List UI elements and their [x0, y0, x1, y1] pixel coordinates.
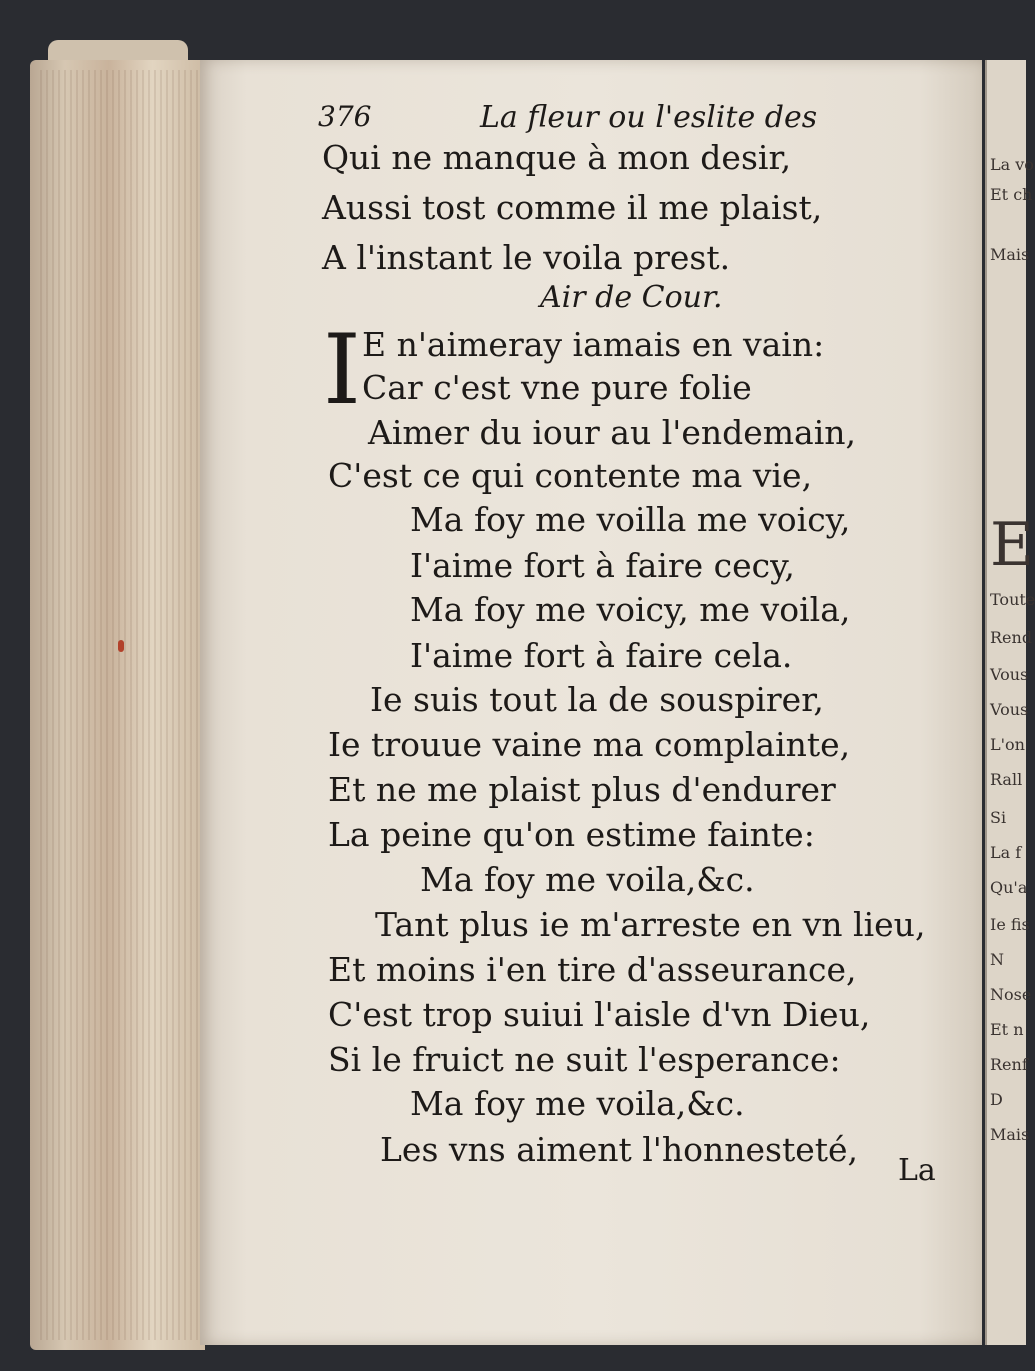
verse-line: C'est ce qui contente ma vie, [328, 456, 813, 495]
next-page-text: La f [990, 843, 1022, 862]
next-page-text: N [990, 950, 1004, 969]
right-page-fragment [985, 60, 1035, 1345]
red-speck [118, 640, 124, 652]
next-page-text: Mais [990, 245, 1030, 264]
verse-line: Ma foy me voila,&c. [410, 1084, 745, 1123]
next-page-text: Vous [990, 700, 1029, 719]
verse-line: A l'instant le voila prest. [322, 238, 731, 277]
next-page-text: Qu'a [990, 878, 1028, 897]
next-page-text: D [990, 1090, 1003, 1109]
next-page-text: Rall [990, 770, 1023, 789]
verse-line: I'aime fort à faire cela. [410, 636, 793, 675]
verse-line: Ma foy me voicy, me voila, [410, 590, 851, 629]
running-title: La fleur ou l'eslite des [480, 100, 818, 135]
next-page-text: Et ch [990, 185, 1033, 204]
verse-line: Ma foy me voila,&c. [420, 860, 755, 899]
verse-line: Car c'est vne pure folie [362, 368, 752, 407]
next-page-text: Mais [990, 1125, 1030, 1144]
verse-line: Aussi tost comme il me plaist, [322, 188, 823, 227]
next-page-text: Nose [990, 985, 1032, 1004]
verse-line: E n'aimeray iamais en vain: [362, 325, 825, 364]
next-page-text: Si [990, 808, 1007, 827]
verse-line: Tant plus ie m'arreste en vn lieu, [375, 905, 926, 944]
verse-line: Et ne me plaist plus d'endurer [328, 770, 836, 809]
verse-line: I'aime fort à faire cecy, [410, 546, 795, 585]
next-page-text: L'on [990, 735, 1025, 754]
drop-cap: I [323, 314, 361, 426]
next-page-text: Vous [990, 665, 1029, 684]
verse-line: Ie suis tout la de souspirer, [370, 680, 824, 719]
next-page-text: Ie fis [990, 915, 1030, 934]
next-page-text: Toute [990, 590, 1035, 609]
verse-line: Et moins i'en tire d'asseurance, [328, 950, 857, 989]
next-page-text: Rend [990, 628, 1033, 647]
verse-line: La peine qu'on estime fainte: [328, 815, 815, 854]
verse-line: Les vns aiment l'honnesteté, [380, 1130, 859, 1169]
verse-line: Ie trouue vaine ma complainte, [328, 725, 851, 764]
verse-line: Ma foy me voilla me voicy, [410, 500, 851, 539]
catchword: La [898, 1153, 936, 1188]
next-page-text: Et n [990, 1020, 1024, 1039]
next-page-text: Renf [990, 1055, 1028, 1074]
verse-line: C'est trop suiui l'aisle d'vn Dieu, [328, 995, 871, 1034]
page-number: 376 [318, 100, 372, 133]
verse-line: Si le fruict ne suit l'esperance: [328, 1040, 841, 1079]
page-block-texture [40, 70, 200, 1340]
verse-line: Qui ne manque à mon desir, [322, 138, 792, 177]
next-page-text: La vo [990, 155, 1034, 174]
section-heading: Air de Cour. [540, 280, 723, 315]
next-page-text: E [990, 510, 1034, 580]
verse-line: Aimer du iour au l'endemain, [368, 413, 857, 452]
